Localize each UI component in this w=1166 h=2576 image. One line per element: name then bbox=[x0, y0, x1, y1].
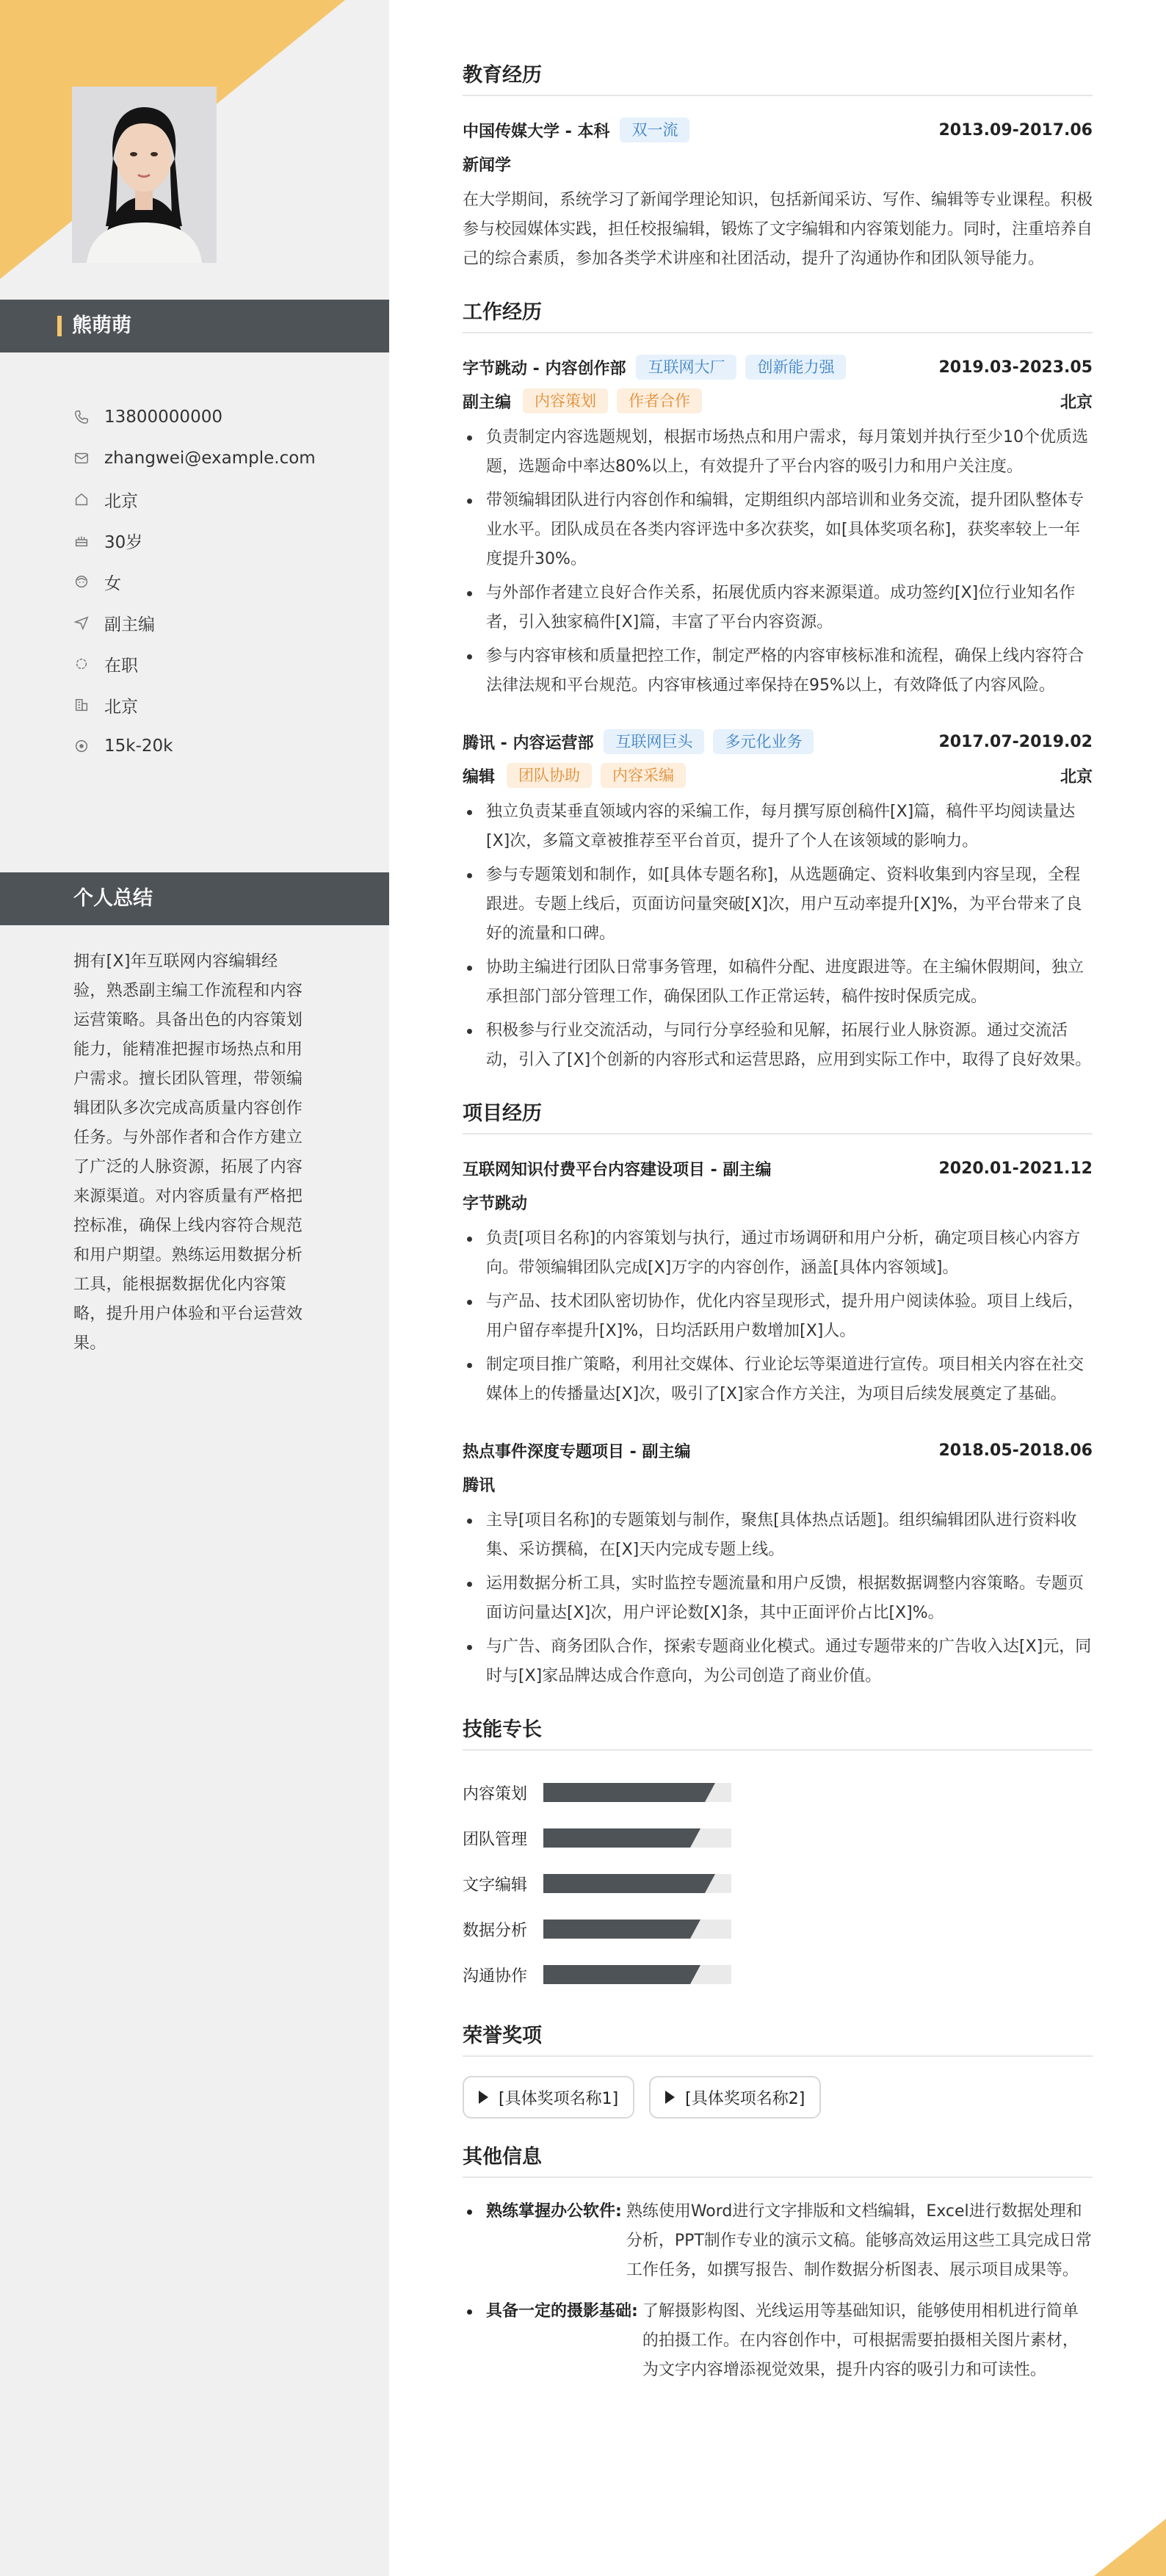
contact-text: 女 bbox=[104, 574, 121, 593]
skills-section bbox=[463, 1713, 1093, 1997]
main-content bbox=[463, 59, 1093, 2407]
contact-phone bbox=[73, 397, 382, 438]
list-item: 运用数据分析工具，实时监控专题流量和用户反馈，根据数据调整内容策略。专题页面访问量达[X]次，用户评论数[X]条，其中正面评价占比[X]%。 bbox=[463, 1569, 1093, 1628]
work-city: 北京 bbox=[1060, 767, 1093, 786]
summary-text: 拥有[X]年互联网内容编辑经验，熟悉副主编工作流程和内容运营策略。具备出色的内容策划能力，能精准把握市场热点和用户需求。擅长团队管理，带领编辑团队多次完成高质量内容创作任务。与外部作者和合作方建立了广泛的人脉资源，拓展了内容来源渠道。对内容质量有严格把控标准，确保上线内容符合规范和用户期望。熟练运用数据分析工具，能根据数据优化内容策略，提升用户体验和平台运营效果。 bbox=[73, 952, 303, 1353]
skill-name: 文字编辑 bbox=[463, 1875, 528, 1895]
project-entry bbox=[463, 1436, 1093, 1691]
section-title: 教育经历 bbox=[463, 59, 1093, 96]
contact-text: zhangwei@example.com bbox=[104, 449, 316, 468]
work-bullets bbox=[463, 797, 1093, 1075]
contact-text: 北京 bbox=[104, 697, 138, 717]
skill-bar bbox=[543, 1828, 731, 1848]
contact-status bbox=[73, 643, 382, 684]
list-item: 负责制定内容选题规划，根据市场热点和用户需求，每月策划并执行至少10个优质选题，选题命中率达80%以上，有效提升了平台内容的吸引力和用户关注度。 bbox=[463, 423, 1093, 482]
project-bullets bbox=[463, 1224, 1093, 1409]
skill-name: 沟通协作 bbox=[463, 1967, 528, 1986]
list-item bbox=[463, 2297, 1093, 2385]
other-text: 了解摄影构图、光线运用等基础知识，能够使用相机进行简单的拍摄工作。在内容创作中，可根据需要拍摄相关图片素材，为文字内容增添视觉效果，提升内容的吸引力和可读性。 bbox=[642, 2302, 1079, 2379]
work-head bbox=[463, 352, 1093, 382]
contact-text: 13800000000 bbox=[104, 408, 222, 427]
project-bullets bbox=[463, 1506, 1093, 1691]
education-desc: 在大学期间，系统学习了新闻学理论知识，包括新闻采访、写作、编辑等专业课程。积极参与校园媒体实践，担任校报编辑，锻炼了文字编辑和内容策划能力。同时，注重培养自己的综合素质，参加各类学术讲座和社团活动，提升了沟通协作和团队领导能力。 bbox=[463, 191, 1093, 268]
list-item: 带领编辑团队进行内容创作和编辑，定期组织内部培训和业务交流，提升团队整体专业水平。团队成员在各类内容评选中多次获奖，如[具体奖项名称]，获奖率较上一年度提升30%。 bbox=[463, 486, 1093, 574]
work-sub bbox=[463, 761, 1093, 790]
section-title: 其他信息 bbox=[463, 2141, 1093, 2178]
education-head bbox=[463, 115, 1093, 145]
project-org: 腾讯 bbox=[463, 1476, 496, 1495]
section-title: 技能专长 bbox=[463, 1713, 1093, 1751]
role-tag: 内容策划 bbox=[523, 388, 608, 413]
other-list bbox=[463, 2197, 1093, 2385]
role-tag: 团队协助 bbox=[507, 763, 592, 788]
company-name: 字节跳动 - 内容创作部 bbox=[463, 359, 626, 378]
company-tag: 多元化业务 bbox=[713, 729, 814, 754]
skill-bar bbox=[543, 1920, 731, 1939]
list-item: 参与专题策划和制作，如[具体专题名称]，从选题确定、资料收集到内容呈现，全程跟进。专题上线后，页面访问量突破[X]次，用户互动率提升[X]%，为平台带来了良好的流量和口碑。 bbox=[463, 861, 1093, 949]
work-entry bbox=[463, 352, 1093, 701]
project-entry bbox=[463, 1154, 1093, 1409]
role: 副主编 bbox=[463, 393, 512, 412]
project-name: 互联网知识付费平台内容建设项目 - 副主编 bbox=[463, 1160, 772, 1179]
company-tag: 互联网巨头 bbox=[604, 729, 704, 754]
contact-salary bbox=[73, 726, 382, 767]
work-city: 北京 bbox=[1060, 393, 1093, 412]
skill-fill bbox=[543, 1874, 705, 1893]
school-tag: 双一流 bbox=[620, 117, 689, 142]
summary-bar bbox=[0, 872, 389, 925]
name-accent bbox=[57, 316, 62, 336]
list-item: 与广告、商务团队合作，探索专题商业化模式。通过专题带来的广告收入达[X]元，同时与[X]家品牌达成合作意向，为公司创造了商业价值。 bbox=[463, 1632, 1093, 1691]
contact-city bbox=[73, 684, 382, 726]
work-date: 2019.03-2023.05 bbox=[938, 358, 1093, 377]
skill-bar bbox=[543, 1874, 731, 1893]
contact-list bbox=[73, 397, 382, 767]
skill-bar bbox=[543, 1783, 731, 1802]
phone-icon bbox=[73, 409, 90, 425]
project-section bbox=[463, 1097, 1093, 1691]
work-date: 2017.07-2019.02 bbox=[938, 732, 1093, 751]
contact-text: 在职 bbox=[104, 656, 138, 676]
list-item: 参与内容审核和质量把控工作，制定严格的内容审核标准和流程，确保上线内容符合法律法规和平台规范。内容审核通过率保持在95%以上，有效降低了内容风险。 bbox=[463, 642, 1093, 701]
list-item: 主导[项目名称]的专题策划与制作，聚焦[具体热点话题]。组织编辑团队进行资料收集、采访撰稿，在[X]天内完成专题上线。 bbox=[463, 1506, 1093, 1565]
gender-icon bbox=[73, 574, 90, 590]
role-tag: 内容采编 bbox=[601, 763, 686, 788]
contact-position bbox=[73, 602, 382, 643]
list-item: 负责[项目名称]的内容策划与执行，通过市场调研和用户分析，确定项目核心内容方向。带领编辑团队完成[X]万字的内容创作，涵盖[具体内容领域]。 bbox=[463, 1224, 1093, 1283]
project-sub bbox=[463, 1469, 1093, 1499]
list-item: 与外部作者建立良好合作关系，拓展优质内容来源渠道。成功签约[X]位行业知名作者，引入独家稿件[X]篇，丰富了平台内容资源。 bbox=[463, 579, 1093, 637]
list-item: 独立负责某垂直领域内容的采编工作，每月撰写原创稿件[X]篇，稿件平均阅读量达[X]次，多篇文章被推荐至平台首页，提升了个人在该领域的影响力。 bbox=[463, 797, 1093, 856]
play-icon bbox=[665, 2091, 675, 2104]
project-org: 字节跳动 bbox=[463, 1194, 528, 1213]
skill-item bbox=[463, 1815, 787, 1861]
project-head bbox=[463, 1154, 1093, 1183]
award-button[interactable] bbox=[463, 2076, 634, 2119]
skill-name: 内容策划 bbox=[463, 1784, 528, 1803]
contact-text: 副主编 bbox=[104, 615, 155, 634]
sidebar bbox=[0, 0, 389, 2576]
name-bar bbox=[0, 300, 389, 352]
role: 编辑 bbox=[463, 767, 496, 786]
skill-name: 数据分析 bbox=[463, 1921, 528, 1940]
summary-title: 个人总结 bbox=[73, 887, 153, 910]
list-item: 积极参与行业交流活动，与同行分享经验和见解，拓展行业人脉资源。通过交流活动，引入了[X]个创新的内容形式和运营思路，应用到实际工作中，取得了良好效果。 bbox=[463, 1016, 1093, 1075]
contact-email bbox=[73, 438, 382, 479]
award-label: [具体奖项名称1] bbox=[499, 2089, 619, 2108]
skill-item bbox=[463, 1861, 787, 1906]
project-date: 2018.05-2018.06 bbox=[938, 1441, 1093, 1460]
name: 熊萌萌 bbox=[72, 314, 131, 337]
other-label: 具备一定的摄影基础: bbox=[486, 2302, 638, 2320]
company-name: 腾讯 - 内容运营部 bbox=[463, 734, 594, 753]
list-item bbox=[463, 2197, 1093, 2285]
avatar bbox=[72, 87, 217, 263]
role-tag: 作者合作 bbox=[617, 388, 702, 413]
honors-section bbox=[463, 2019, 1093, 2119]
project-name: 热点事件深度专题项目 - 副主编 bbox=[463, 1442, 691, 1461]
work-sub bbox=[463, 386, 1093, 416]
other-label: 熟练掌握办公软件: bbox=[486, 2202, 622, 2221]
skills-list bbox=[463, 1770, 1093, 1997]
mail-icon bbox=[73, 450, 90, 466]
home-icon bbox=[73, 491, 90, 507]
section-title: 项目经历 bbox=[463, 1097, 1093, 1135]
work-bullets bbox=[463, 423, 1093, 701]
skill-fill bbox=[543, 1965, 690, 1984]
award-button[interactable] bbox=[649, 2076, 821, 2119]
decor-corner bbox=[1094, 2519, 1166, 2576]
section-title: 工作经历 bbox=[463, 296, 1093, 333]
education-sub bbox=[463, 149, 1093, 178]
position-icon bbox=[73, 615, 90, 631]
other-section bbox=[463, 2141, 1093, 2385]
building-icon bbox=[73, 697, 90, 713]
section-title: 荣誉奖项 bbox=[463, 2019, 1093, 2057]
contact-text: 30岁 bbox=[104, 532, 143, 552]
education-date: 2013.09-2017.06 bbox=[938, 120, 1093, 140]
age-icon bbox=[73, 532, 90, 549]
project-date: 2020.01-2021.12 bbox=[938, 1159, 1093, 1178]
work-section bbox=[463, 296, 1093, 1075]
skill-fill bbox=[543, 1828, 690, 1848]
project-head bbox=[463, 1436, 1093, 1465]
skill-fill bbox=[543, 1920, 690, 1939]
list-item: 制定项目推广策略，利用社交媒体、行业论坛等渠道进行宣传。项目相关内容在社交媒体上的传播量达[X]次，吸引了[X]家合作方关注，为项目后续发展奠定了基础。 bbox=[463, 1350, 1093, 1409]
contact-gender bbox=[73, 561, 382, 602]
award-label: [具体奖项名称2] bbox=[685, 2089, 805, 2108]
skill-item bbox=[463, 1906, 787, 1952]
skill-bar bbox=[543, 1965, 731, 1984]
salary-icon bbox=[73, 738, 90, 754]
contact-age bbox=[73, 520, 382, 561]
status-icon bbox=[73, 656, 90, 672]
major: 新闻学 bbox=[463, 156, 512, 175]
skill-name: 团队管理 bbox=[463, 1830, 528, 1849]
contact-home bbox=[73, 479, 382, 520]
contact-text: 15k-20k bbox=[104, 737, 173, 756]
list-item: 与产品、技术团队密切协作，优化内容呈现形式，提升用户阅读体验。项目上线后，用户留存率提升[X]%，日均活跃用户数增加[X]人。 bbox=[463, 1287, 1093, 1346]
school-name: 中国传媒大学 - 本科 bbox=[463, 122, 610, 141]
education-section bbox=[463, 59, 1093, 274]
play-icon bbox=[479, 2091, 488, 2104]
other-text: 熟练使用Word进行文字排版和文档编辑，Excel进行数据处理和分析，PPT制作专业的演示文稿。能够高效运用这些工具完成日常工作任务，如撰写报告、制作数据分析图表、展示项目成果等。 bbox=[626, 2202, 1092, 2279]
contact-text: 北京 bbox=[104, 491, 138, 511]
company-tag: 互联网大厂 bbox=[636, 355, 736, 380]
project-sub bbox=[463, 1187, 1093, 1217]
skill-item bbox=[463, 1952, 787, 1997]
award-list bbox=[463, 2076, 1093, 2119]
work-head bbox=[463, 727, 1093, 756]
skill-item bbox=[463, 1770, 787, 1815]
company-tag: 创新能力强 bbox=[745, 355, 846, 380]
skill-fill bbox=[543, 1783, 705, 1802]
work-entry bbox=[463, 727, 1093, 1075]
list-item: 协助主编进行团队日常事务管理，如稿件分配、进度跟进等。在主编休假期间，独立承担部门部分管理工作，确保团队工作正常运转，稿件按时保质完成。 bbox=[463, 953, 1093, 1012]
